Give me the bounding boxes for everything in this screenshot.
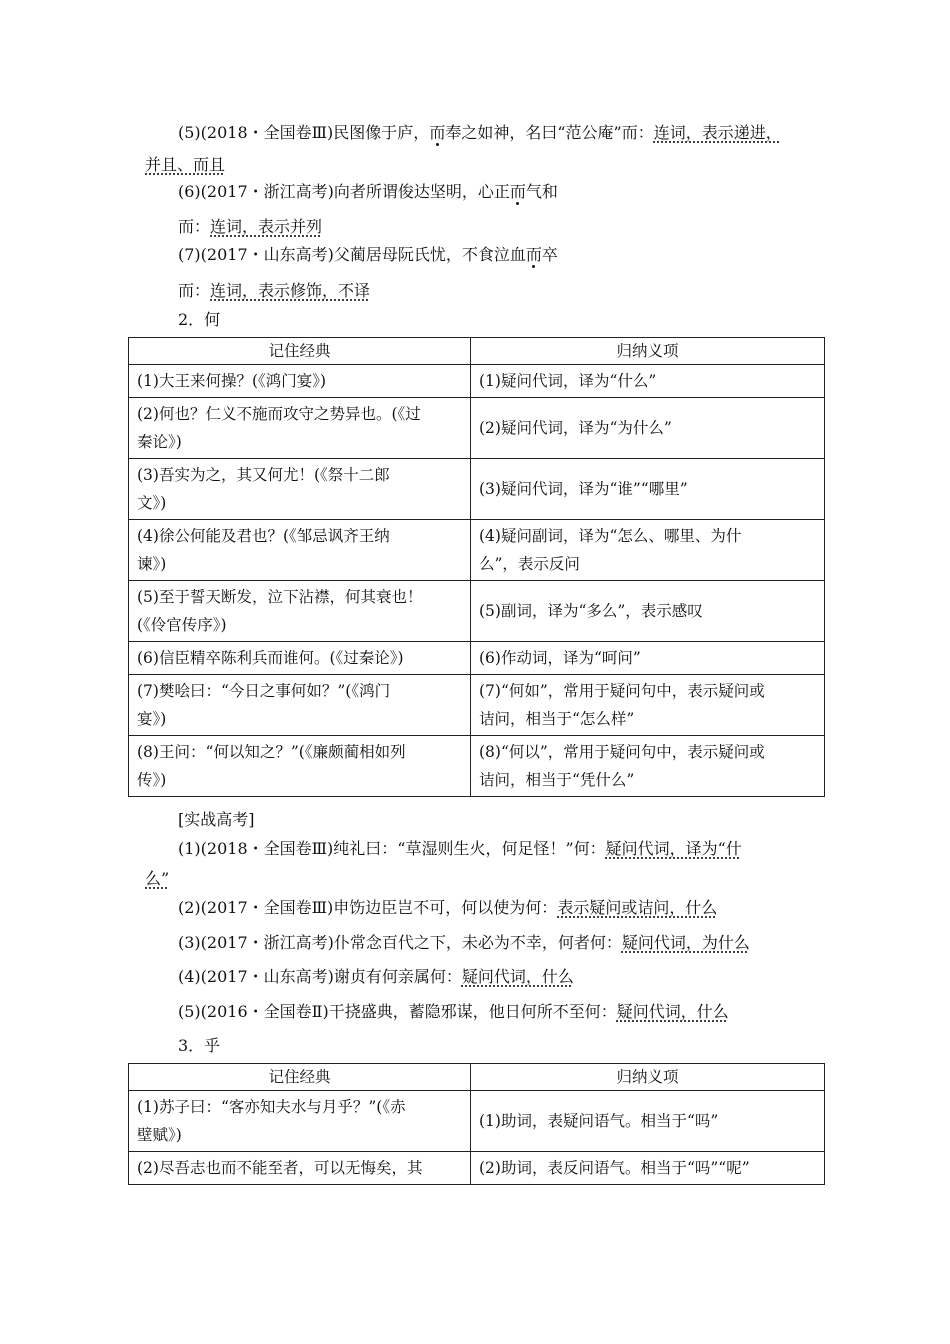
- answer-text-cont: 么”: [145, 869, 170, 888]
- meaning-text: (5)副词，译为“多么”，表示感叹: [479, 602, 703, 620]
- meaning-cell: [471, 459, 825, 520]
- meaning-text-cont: 诘问，相当于“怎么样”: [479, 710, 635, 728]
- answer-label: 而：: [178, 217, 211, 236]
- meaning-text-cont: 么”，表示反问: [479, 555, 580, 573]
- example-cell: [129, 520, 471, 581]
- meaning-text: (4)疑问副词，译为“怎么、哪里、为什: [479, 527, 742, 545]
- example-cell: [129, 675, 471, 736]
- table-row: [129, 520, 825, 581]
- practice-he-5: [178, 1000, 729, 1024]
- example-text: (5)至于誓天断发，泣下沾襟，何其衰也！: [137, 588, 423, 606]
- answer-text: 连词，表示修饰，不译: [210, 281, 371, 300]
- practice-he-1: [178, 837, 742, 861]
- meaning-text: (3)疑问代词，译为“谁”“哪里”: [479, 480, 688, 498]
- column-header: 归纳义项: [471, 1064, 825, 1091]
- dotted-char: 而: [525, 245, 542, 264]
- table-header-row: [129, 1064, 825, 1091]
- meaning-cell: [471, 398, 825, 459]
- meaning-text: (1)疑问代词，译为“什么”: [479, 372, 657, 390]
- example-text: (8)王问：“何以知之？”(《廉颇蔺相如列: [137, 743, 406, 761]
- question-text-cont: 卒: [541, 245, 558, 264]
- answer-text: 疑问代词，什么: [461, 967, 574, 986]
- question-text-cont: 奉之如神，名曰“范公庵”而：: [445, 123, 654, 142]
- answer-text: 连词，表示递进，: [653, 123, 782, 142]
- meaning-cell: [471, 1091, 825, 1152]
- example-text: (7)樊哙曰：“今日之事何如？”(《鸿门: [137, 682, 391, 700]
- question-text: (6)(2017・浙江高考)向者所谓俊达坚明，心正: [178, 182, 510, 201]
- meaning-cell: [471, 1152, 825, 1185]
- meaning-text: (2)疑问代词，译为“为什么”: [479, 419, 672, 437]
- meaning-cell: [471, 736, 825, 797]
- example-text: (4)徐公何能及君也？(《邹忌讽齐王纳: [137, 527, 390, 545]
- meaning-text: (2)助词，表反问语气。相当于“吗”“呢”: [479, 1159, 750, 1177]
- question-text: (2)(2017・全国卷Ⅲ)申饬边臣岂不可，何以使为何：: [178, 898, 558, 917]
- meaning-text-cont: 诘问，相当于“凭什么”: [479, 771, 635, 789]
- practice-er-5-cont: [145, 153, 225, 177]
- dotted-char: 而: [429, 123, 446, 142]
- column-header: 记住经典: [129, 1064, 471, 1091]
- example-cell: [129, 736, 471, 797]
- answer-text: 表示疑问或诘问，什么: [557, 898, 718, 917]
- table-row: [129, 642, 825, 675]
- meaning-cell: [471, 365, 825, 398]
- meaning-cell: [471, 581, 825, 642]
- meaning-text: (8)“何以”，常用于疑问句中，表示疑问或: [479, 743, 765, 761]
- practice-er-7-answer: [178, 279, 370, 303]
- question-text: (5)(2018・全国卷Ⅲ)民图像于庐，: [178, 123, 430, 142]
- answer-text: 连词，表示并列: [210, 217, 323, 236]
- question-text: (5)(2016・全国卷Ⅱ)干挠盛典，蓄隐邪谋，他日何所不至何：: [178, 1002, 617, 1021]
- example-cell: [129, 581, 471, 642]
- table-row: [129, 581, 825, 642]
- question-text: (1)(2018・全国卷Ⅲ)纯礼曰：“草湿则生火，何足怪！”何：: [178, 839, 606, 858]
- meaning-text: (1)助词，表疑问语气。相当于“吗”: [479, 1112, 719, 1130]
- answer-text-cont: 并且、而且: [145, 155, 226, 174]
- question-text: (7)(2017・山东高考)父蔺居母阮氏忧，不食泣血: [178, 245, 526, 264]
- example-text-cont: 壁赋》): [137, 1126, 182, 1144]
- example-cell: [129, 459, 471, 520]
- example-cell: [129, 1091, 471, 1152]
- dotted-char: 而: [509, 182, 526, 201]
- practice-he-4: [178, 965, 574, 989]
- answer-label: 而：: [178, 281, 211, 300]
- meaning-cell: [471, 520, 825, 581]
- practice-er-6: [178, 180, 558, 204]
- example-cell: [129, 365, 471, 398]
- practice-er-7: [178, 243, 558, 267]
- example-text-cont: 宴》): [137, 710, 167, 728]
- example-text-cont: 文》): [137, 494, 167, 512]
- table-row: [129, 459, 825, 520]
- example-text: (1)苏子曰：“客亦知夫水与月乎？”(《赤: [137, 1098, 406, 1116]
- meaning-cell: [471, 642, 825, 675]
- answer-text: 疑问代词，译为“什: [605, 839, 742, 858]
- section-heading-he: 2．何: [178, 310, 221, 329]
- practice-er-5: [178, 121, 782, 145]
- question-text: (3)(2017・浙江高考)仆常念百代之下，未必为不幸，何者何：: [178, 933, 622, 952]
- column-header: 记住经典: [129, 338, 471, 365]
- meaning-text: (7)“何如”，常用于疑问句中，表示疑问或: [479, 682, 765, 700]
- practice-er-6-answer: [178, 215, 322, 239]
- example-text: (3)吾实为之，其又何尤！(《祭十二郎: [137, 466, 390, 484]
- table-header-row: [129, 338, 825, 365]
- example-text-cont: 传》): [137, 771, 167, 789]
- meaning-cell: [471, 675, 825, 736]
- example-text: (6)信臣精卒陈利兵而谁何。(《过秦论》): [137, 649, 404, 667]
- example-cell: [129, 642, 471, 675]
- example-text: (1)大王来何操？(《鸿门宴》): [137, 372, 327, 390]
- example-text: (2)尽吾志也而不能至者，可以无悔矣，其: [137, 1159, 423, 1177]
- practice-he-3: [178, 931, 750, 955]
- table-row: [129, 365, 825, 398]
- example-text: (2)何也？仁义不施而攻守之势异也。(《过: [137, 405, 421, 423]
- table-row: [129, 736, 825, 797]
- answer-text: 疑问代词，为什么: [621, 933, 750, 952]
- table-hu: [128, 1063, 825, 1185]
- practice-title: [实战高考]: [178, 810, 255, 829]
- meaning-text: (6)作动词，译为“呵问”: [479, 649, 641, 667]
- column-header: 归纳义项: [471, 338, 825, 365]
- table-he: [128, 337, 825, 797]
- practice-he-2: [178, 896, 717, 920]
- example-text-cont: (《伶官传序》): [137, 616, 227, 634]
- example-cell: [129, 398, 471, 459]
- question-text: (4)(2017・山东高考)谢贞有何亲属何：: [178, 967, 462, 986]
- section-heading-hu: 3．乎: [178, 1036, 221, 1055]
- table-row: [129, 1152, 825, 1185]
- example-text-cont: 谏》): [137, 555, 167, 573]
- table-row: [129, 1091, 825, 1152]
- practice-he-1-cont: [145, 867, 169, 891]
- table-row: [129, 398, 825, 459]
- table-row: [129, 675, 825, 736]
- example-text-cont: 秦论》): [137, 433, 182, 451]
- question-text-cont: 气和: [525, 182, 558, 201]
- answer-text: 疑问代词，什么: [616, 1002, 729, 1021]
- example-cell: [129, 1152, 471, 1185]
